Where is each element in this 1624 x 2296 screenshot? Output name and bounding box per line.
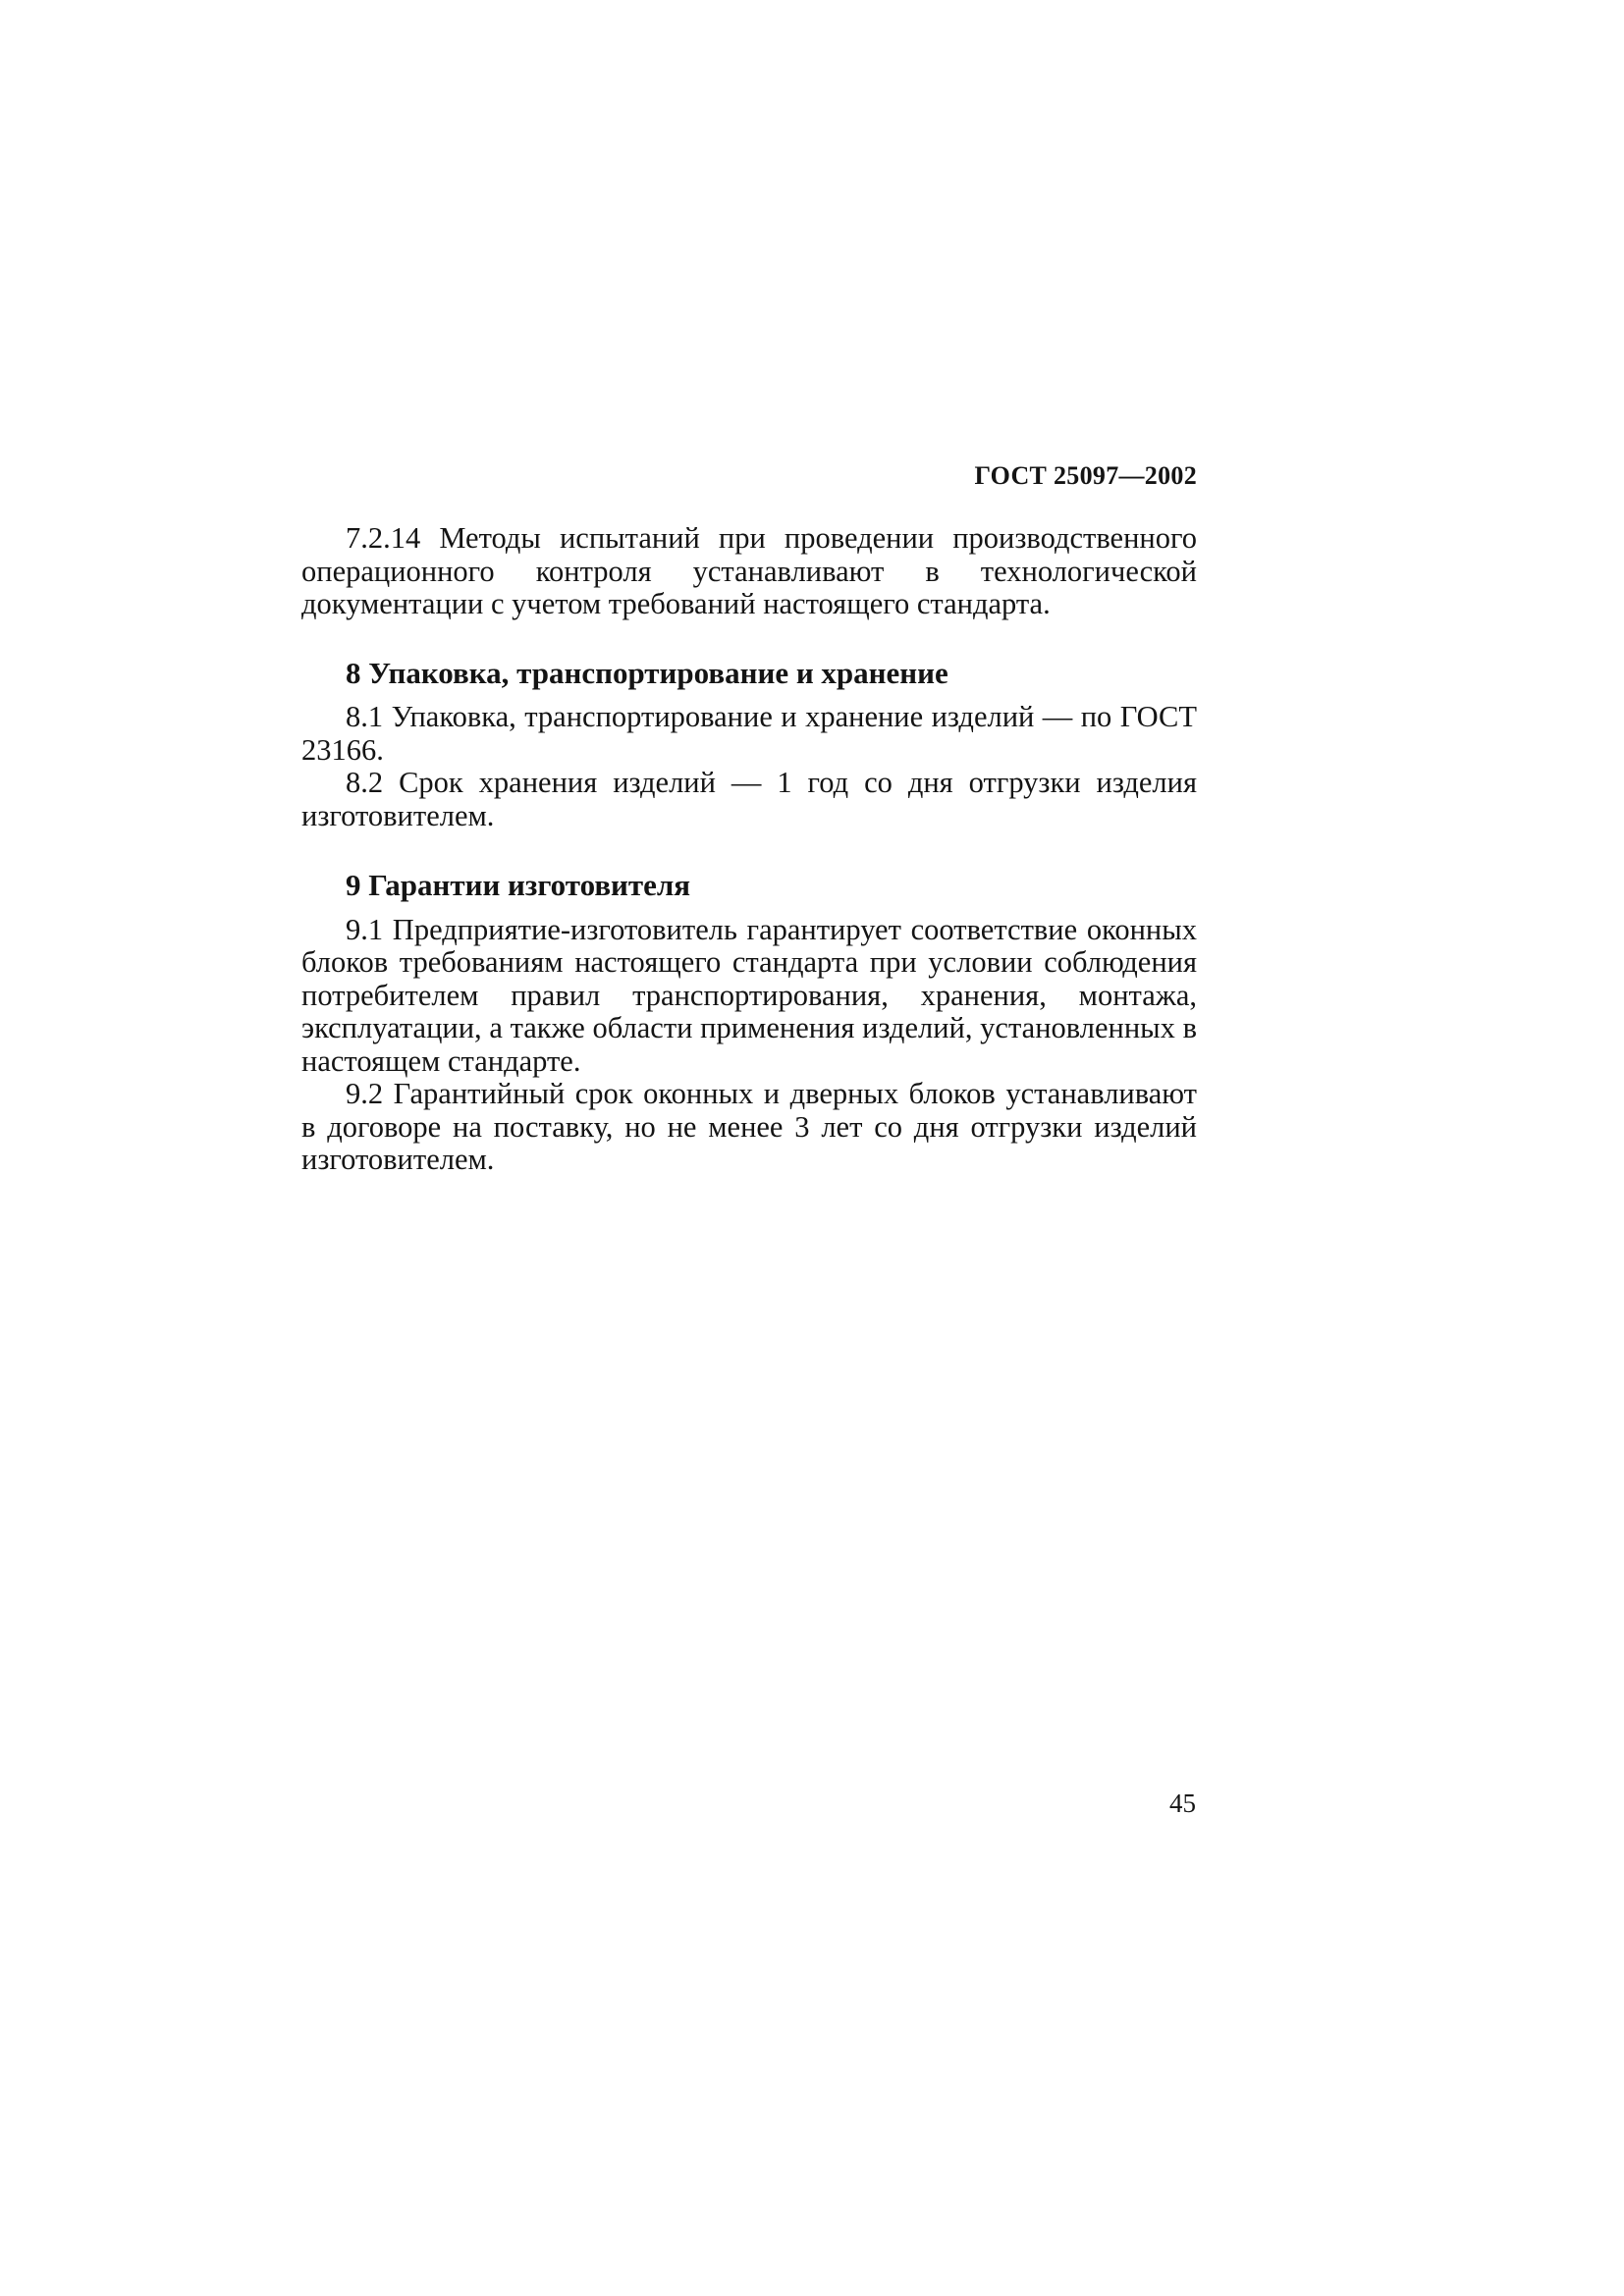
paragraph-9-2: 9.2 Гарантийный срок оконных и дверных блоков устанавливают в договоре на поставку, но не менее 3 лет со дня отгрузки изделий изготовителем. <box>301 1077 1197 1176</box>
section-9-heading: 9 Гарантии изготовителя <box>346 868 691 902</box>
paragraph-7-2-14: 7.2.14 Методы испытаний при проведении производственного операционного контроля устанавливают в технологической документации с учетом требований настоящего стандарта. <box>301 521 1197 620</box>
paragraph-9-1: 9.1 Предприятие-изготовитель гарантирует соответствие оконных блоков требованиям настоящего стандарта при условии соблюдения потребителем правил транспортирования, хранения, монтажа, эксплуатации, а также области применения изделий, установленных в настоящем стандарте. <box>301 912 1197 1078</box>
page-number: 45 <box>1169 1789 1196 1818</box>
section-8-heading: 8 Упаковка, транспортирование и хранение <box>346 655 948 690</box>
document-body <box>301 522 1197 1177</box>
paragraph-8-2: 8.2 Срок хранения изделий — 1 год со дня отгрузки изделия изготовителем. <box>301 766 1197 832</box>
paragraph-8-1: 8.1 Упаковка, транспортирование и хранение изделий — по ГОСТ 23166. <box>301 700 1197 767</box>
standard-code-header: ГОСТ 25097—2002 <box>974 461 1197 490</box>
